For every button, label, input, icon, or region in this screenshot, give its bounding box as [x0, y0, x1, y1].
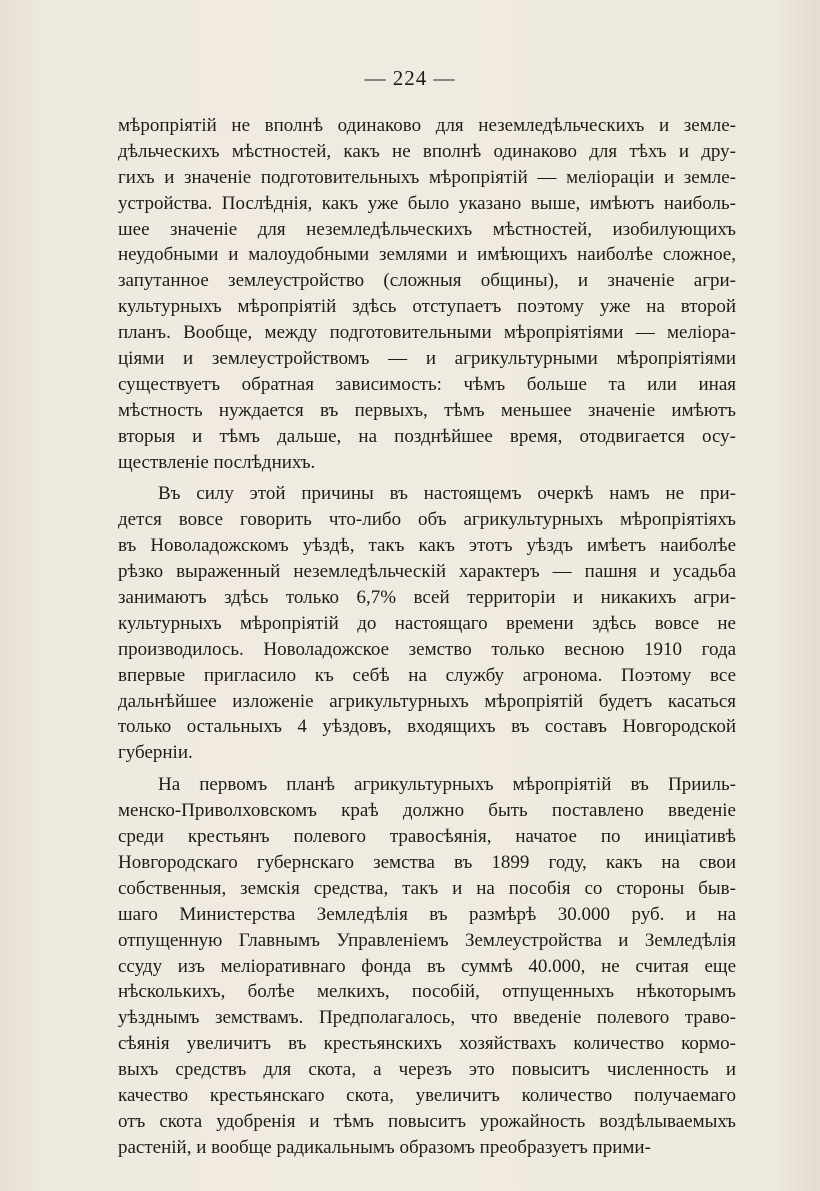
paragraph [118, 481, 736, 766]
text-line: Въ силу этой причины въ настоящемъ очеркѣ намъ не при- [158, 483, 736, 505]
text-line: сѣянія увеличитъ въ крестьянскихъ хозяйствахъ количество кормо- [118, 1033, 736, 1055]
text-line: Новгородскаго губернскаго земства въ 1899 году, какъ на свои [118, 851, 736, 873]
text-line: На первомъ планѣ агрикультурныхъ мѣропріятій въ Прииль- [158, 774, 736, 796]
text-line: гихъ и значеніе подготовительныхъ мѣропріятій — мелioраціи и земле- [118, 166, 736, 188]
text-line: выхъ средствъ для скота, а черезъ это повыситъ численность и [118, 1059, 736, 1081]
text-line: культурныхъ мѣропріятій здѣсь отступаетъ поэтому уже на второй [118, 296, 736, 318]
text-line: собственныя, земскія средства, такъ и на пособія со стороны быв- [118, 877, 736, 899]
text-line: отъ скота удобренія и тѣмъ повыситъ урожайность воздѣлываемыхъ [118, 1110, 736, 1132]
text-line: запутанное землеустройство (сложныя общины), и значеніе агри- [118, 270, 736, 292]
text-line: качество крестьянскаго скота, увеличитъ количество получаемаго [118, 1084, 736, 1106]
text-line: менско-Приволховскомъ краѣ должно быть поставлено введеніе [118, 800, 736, 822]
text-line: шаго Министерства Земледѣлія въ размѣрѣ 30.000 руб. и на [118, 903, 736, 925]
text-line: уѣзднымъ земствамъ. Предполагалось, что введеніе полевого траво- [118, 1007, 736, 1029]
text-line: растеній, и вообще радикальнымъ образомъ преобразуетъ прими- [118, 1136, 651, 1158]
text-line: производилось. Новоладожское земство только весною 1910 года [118, 638, 736, 660]
text-line: ціями и землеустройствомъ — и агрикультурными мѣропріятіями [118, 348, 736, 370]
text-line: планъ. Вообще, между подготовительными мѣропріятіями — мелiора- [118, 322, 736, 344]
text-line: впервые пригласило къ себѣ на службу агронома. Поэтому все [118, 664, 736, 686]
text-line: существуетъ обратная зависимость: чѣмъ больше та или иная [118, 373, 736, 395]
text-line: въ Новоладожскомъ уѣздѣ, такъ какъ этотъ уѣздъ имѣетъ наиболѣе [118, 535, 736, 557]
text-line: отпущенную Главнымъ Управленіемъ Землеустройства и Земледѣлія [118, 929, 736, 951]
text-line: ссуду изъ меліоративнаго фонда въ суммѣ 40.000, не считая еще [118, 955, 736, 977]
text-line: среди крестьянъ полевого травосѣянія, начатое по иниціативѣ [118, 826, 736, 848]
text-line: занимаютъ здѣсь только 6,7% всей территоріи и никакихъ агри- [118, 587, 736, 609]
text-line: вторыя и тѣмъ дальше, на позднѣйшее время, отодвигается осу- [118, 425, 736, 447]
text-line: мѣропріятій не вполнѣ одинаково для неземледѣльческихъ и земле- [118, 115, 736, 136]
text-line: губерніи. [118, 742, 193, 764]
page-number: — 224 — [364, 66, 456, 90]
text-line: неудобными и малоудобными землями и имѣющихъ наиболѣе сложное, [118, 244, 736, 266]
text-line: дальнѣйшее изложеніе агрикультурныхъ мѣропріятій будетъ касаться [118, 690, 736, 712]
paragraph [118, 772, 736, 1160]
text-line: шее значеніе для неземледѣльческихъ мѣстностей, изобилующихъ [118, 218, 736, 240]
text-line: устройства. Послѣднія, какъ уже было указано выше, имѣютъ наиболь- [118, 192, 736, 214]
text-line: только остальныхъ 4 уѣздовъ, входящихъ въ составъ Новгородской [118, 716, 736, 738]
text-line: нѣсколькихъ, болѣе мелкихъ, пособій, отпущенныхъ нѣкоторымъ [118, 981, 736, 1003]
text-line: дѣльческихъ мѣстностей, какъ не вполнѣ одинаково для тѣхъ и дру- [118, 140, 736, 162]
text-line: ществленіе послѣднихъ. [118, 451, 316, 473]
paragraph [118, 113, 736, 475]
text-line: дется вовсе говорить что-либо объ агрикультурныхъ мѣропріятіяхъ [118, 509, 736, 531]
text-line: рѣзко выраженный неземледѣльческій характеръ — пашня и усадьба [118, 561, 736, 583]
body-text [118, 113, 736, 1161]
text-line: культурныхъ мѣропріятій до настоящаго времени здѣсь вовсе не [118, 612, 736, 634]
text-line: мѣстность нуждается въ первыхъ, тѣмъ меньшее значеніе имѣютъ [118, 399, 736, 421]
